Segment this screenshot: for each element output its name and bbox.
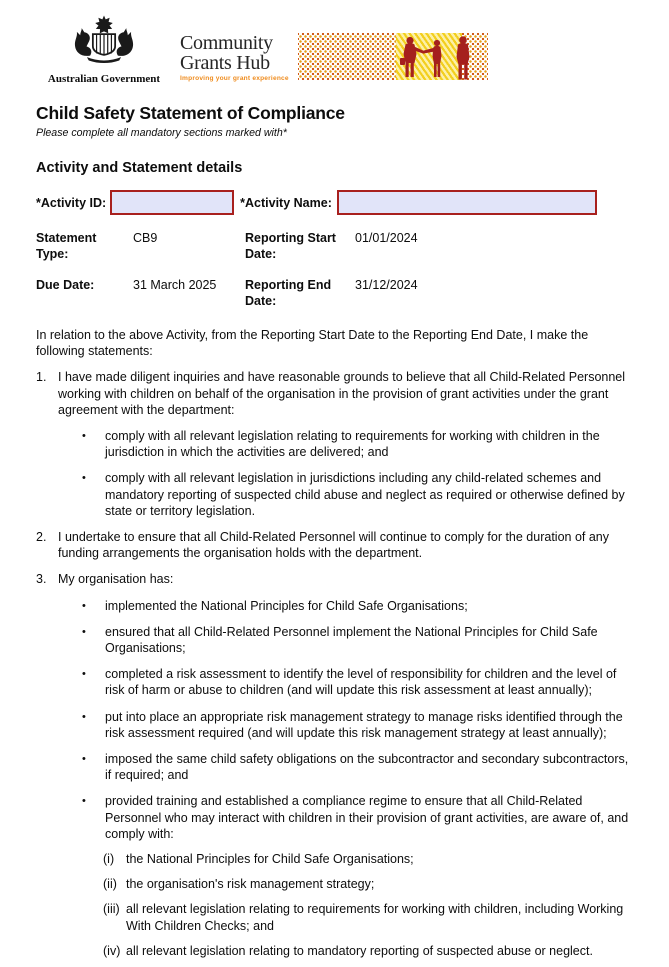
item-2-marker: 2. bbox=[36, 530, 47, 545]
roman-iii-text: all relevant legislation relating to requirements for working with children, including Working With Children Checks; and bbox=[126, 902, 624, 933]
list-item bbox=[82, 751, 629, 783]
statement-item-1 bbox=[36, 369, 629, 519]
item-1-marker: 1. bbox=[36, 370, 47, 385]
bullet-icon: • bbox=[82, 753, 86, 766]
bullet-icon: • bbox=[82, 710, 86, 723]
due-date-value: 31 March 2025 bbox=[133, 278, 217, 292]
bullet-icon: • bbox=[82, 668, 86, 681]
activity-name-label: *Activity Name: bbox=[240, 195, 332, 210]
page-title: Child Safety Statement of Compliance bbox=[36, 103, 345, 123]
roman-iv-text: all relevant legislation relating to mandatory reporting of suspected abuse or neglect. bbox=[126, 943, 593, 958]
community-grants-hub-title bbox=[180, 33, 296, 73]
item-3-text: My organisation has: bbox=[58, 572, 174, 587]
item-3-bullet-4-text: put into place an appropriate risk management strategy to manage risks identified through the risk assessment required (and will update this risk management strategy at least annually); bbox=[105, 709, 623, 740]
bullet-icon: • bbox=[82, 430, 86, 443]
item-1-text: I have made diligent inquiries and have reasonable grounds to believe that all Child-Related Personnel working with children on behalf of the organisation in the provision of grant activities under the grant agreement with the department: bbox=[58, 370, 626, 417]
section-heading: Activity and Statement details bbox=[36, 160, 243, 176]
statement-details bbox=[36, 230, 629, 309]
item-3-bullet-1-text: implemented the National Principles for Child Safe Organisations; bbox=[105, 598, 468, 613]
statement-item-3 bbox=[36, 571, 629, 959]
activity-name-input[interactable] bbox=[337, 190, 597, 215]
bullet-icon: • bbox=[82, 599, 86, 612]
bullet-icon: • bbox=[82, 795, 86, 808]
item-3-bullet-5-text: imposed the same child safety obligations on the subcontractor and secondary subcontractors, if required; and bbox=[105, 752, 629, 783]
roman-ii-text: the organisation's risk management strategy; bbox=[126, 877, 375, 892]
list-item bbox=[103, 876, 629, 892]
due-date-label: Due Date: bbox=[36, 278, 95, 292]
item-3-bullet-3-text: completed a risk assessment to identify the level of responsibility for children and the level of risk of harm or abuse to children (and will update this risk assessment at least annually); bbox=[105, 667, 617, 698]
list-item bbox=[103, 851, 629, 867]
item-1-bullet-1-text: comply with all relevant legislation relating to requirements for working with children in the jurisdiction in which the activities are delivered; and bbox=[105, 429, 600, 460]
list-item bbox=[82, 624, 629, 656]
statement-item-2 bbox=[36, 529, 629, 561]
roman-ii-marker: (ii) bbox=[103, 877, 117, 892]
item-1-bullet-2-text: comply with all relevant legislation in jurisdictions including any child-related schemes and mandatory reporting of suspected child abuse and neglect as required or otherwise defined by state or territory legislation. bbox=[105, 471, 625, 518]
people-silhouettes-icon bbox=[396, 34, 482, 80]
list-item bbox=[82, 428, 629, 460]
list-item bbox=[82, 709, 629, 741]
mandatory-note: Please complete all mandatory sections marked with* bbox=[36, 127, 287, 139]
list-item bbox=[82, 470, 629, 519]
list-item bbox=[103, 901, 629, 933]
roman-iv-marker: (iv) bbox=[103, 943, 121, 958]
bullet-icon: • bbox=[82, 472, 86, 485]
reporting-end-value: 31/12/2024 bbox=[355, 278, 418, 292]
item-2-text: I undertake to ensure that all Child-Related Personnel will continue to comply for the duration of any funding arrangements the organisation holds with the department. bbox=[58, 530, 610, 561]
list-item bbox=[103, 943, 629, 959]
document-page bbox=[0, 14, 669, 967]
australian-government-logo bbox=[38, 14, 170, 85]
reporting-start-value: 01/01/2024 bbox=[355, 231, 418, 245]
community-grants-hub-logo bbox=[180, 33, 296, 82]
intro-paragraph: In relation to the above Activity, from the Reporting Start Date to the Reporting End Date, I make the following statements: bbox=[36, 328, 589, 359]
banner-graphic bbox=[298, 33, 488, 80]
activity-id-label: *Activity ID: bbox=[36, 195, 107, 210]
roman-i-marker: (i) bbox=[103, 852, 115, 867]
item-3-marker: 3. bbox=[36, 572, 47, 587]
item-3-bullet-2-text: ensured that all Child-Related Personnel implement the National Principles for Child Safe Organisations; bbox=[105, 624, 598, 656]
cgh-tagline: Improving your grant experience bbox=[180, 75, 289, 82]
statement-type-label: Statement Type: bbox=[36, 231, 97, 261]
coat-of-arms-icon bbox=[52, 14, 156, 72]
reporting-end-label: Reporting End Date: bbox=[245, 278, 332, 308]
list-item bbox=[82, 793, 629, 959]
item-3-bullet-6-text: provided training and established a compliance regime to ensure that all Child-Related Personnel who may interact with children in their provision of grant activities, are aware of, and comply with: bbox=[105, 794, 629, 841]
activity-row bbox=[36, 190, 629, 215]
reporting-start-label: Reporting Start Date: bbox=[245, 231, 336, 261]
list-item bbox=[82, 598, 629, 614]
australian-government-label: Australian Government bbox=[47, 73, 161, 85]
list-item bbox=[82, 666, 629, 698]
bullet-icon: • bbox=[82, 625, 86, 638]
header bbox=[36, 14, 629, 90]
cgh-title-line2: Grants Hub bbox=[180, 52, 270, 74]
roman-iii-marker: (iii) bbox=[103, 902, 120, 917]
statement-type-value: CB9 bbox=[133, 231, 158, 245]
activity-id-input[interactable] bbox=[110, 190, 234, 215]
roman-i-text: the National Principles for Child Safe Organisations; bbox=[126, 852, 414, 867]
cgh-title-line1: Community bbox=[180, 32, 273, 54]
